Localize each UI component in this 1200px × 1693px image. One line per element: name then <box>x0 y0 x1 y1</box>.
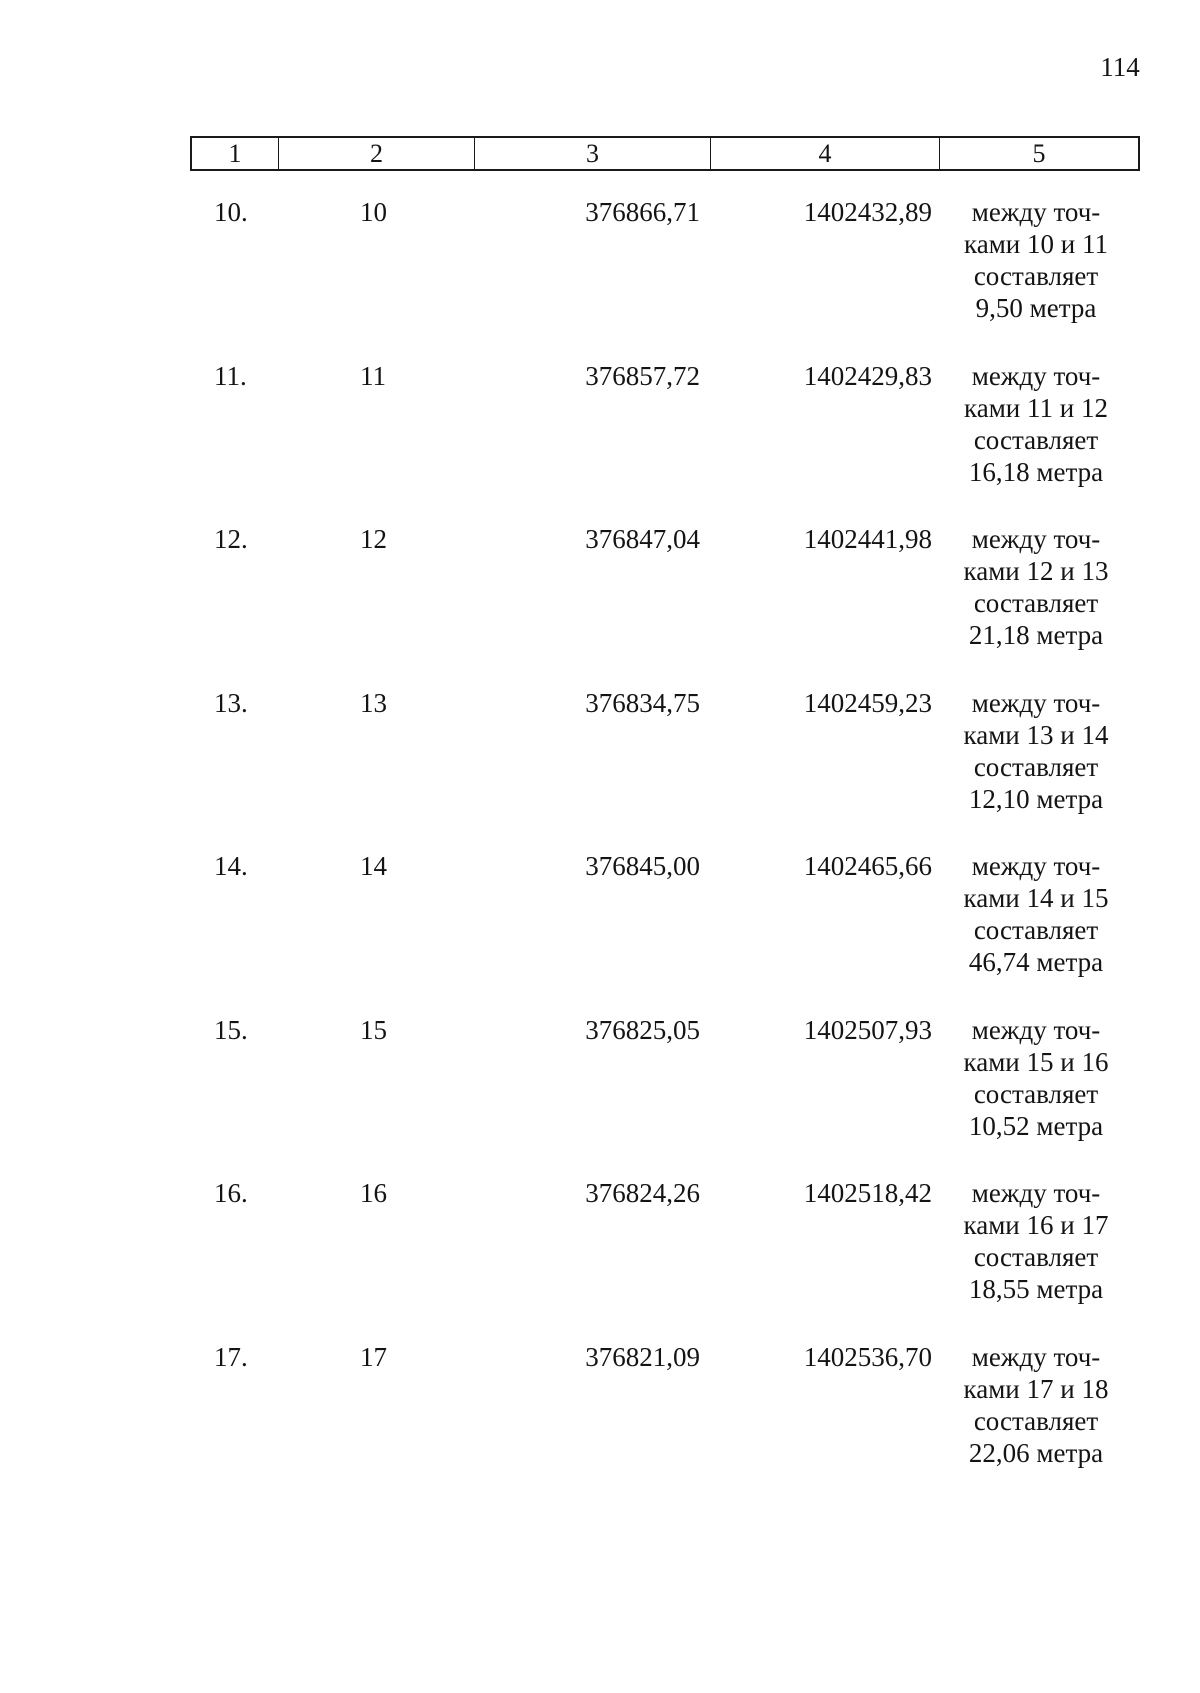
coord-y: 1402507,93 <box>803 1014 932 1045</box>
desc-line: между точ- <box>971 1014 1101 1045</box>
point-number: 12 <box>360 524 387 554</box>
desc-line: между точ- <box>971 360 1101 391</box>
coord-x: 376825,05 <box>585 1014 700 1045</box>
table-header <box>190 136 1140 171</box>
table-row <box>0 687 1200 851</box>
row-number: 17. <box>214 1341 248 1372</box>
table-body <box>0 196 1200 1504</box>
distance-description <box>948 1341 1124 1469</box>
coord-y: 1402429,83 <box>803 360 932 391</box>
distance-description <box>948 196 1124 324</box>
header-cell-4: 4 <box>711 138 940 169</box>
desc-line: ками 10 и 11 <box>964 229 1108 259</box>
point-number: 11 <box>360 360 386 391</box>
coord-y: 1402536,70 <box>803 1341 932 1372</box>
desc-line: составляет <box>973 751 1099 782</box>
desc-line: ками 16 и 17 <box>963 1210 1109 1240</box>
desc-line: 46,74 метра <box>968 947 1104 977</box>
row-number: 16. <box>214 1178 248 1208</box>
desc-line: составляет <box>973 261 1099 291</box>
distance-description <box>948 1014 1124 1142</box>
header-cell-1: 1 <box>192 138 279 169</box>
desc-line: 12,10 метра <box>968 783 1104 814</box>
row-number: 11. <box>214 360 247 391</box>
desc-line: ками 17 и 18 <box>963 1373 1109 1404</box>
desc-line: ками 15 и 16 <box>963 1046 1109 1077</box>
coord-x: 376847,04 <box>585 524 700 554</box>
coord-y: 1402465,66 <box>803 851 932 881</box>
desc-line: ками 12 и 13 <box>963 556 1109 586</box>
distance-description <box>948 523 1124 651</box>
row-number: 14. <box>214 851 248 881</box>
desc-line: 10,52 метра <box>968 1110 1104 1141</box>
table-row <box>0 1177 1200 1341</box>
header-cell-3: 3 <box>475 138 711 169</box>
desc-line: 9,50 метра <box>975 293 1097 323</box>
distance-description <box>948 687 1124 815</box>
desc-line: составляет <box>973 1242 1099 1272</box>
point-number: 15 <box>360 1014 387 1045</box>
table-row <box>0 360 1200 524</box>
coord-x: 376845,00 <box>585 851 700 881</box>
desc-line: ками 13 и 14 <box>963 719 1109 750</box>
row-number: 10. <box>214 197 248 227</box>
table-row <box>0 196 1200 360</box>
desc-line: между точ- <box>971 851 1101 881</box>
point-number: 17 <box>360 1341 387 1372</box>
table-row <box>0 850 1200 1014</box>
desc-line: 16,18 метра <box>968 456 1104 487</box>
desc-line: 18,55 метра <box>968 1274 1104 1304</box>
desc-line: между точ- <box>971 687 1101 718</box>
coord-x: 376866,71 <box>585 197 700 227</box>
table-row <box>0 523 1200 687</box>
distance-description <box>948 360 1124 488</box>
table-row <box>0 1014 1200 1178</box>
coord-y: 1402459,23 <box>803 687 932 718</box>
point-number: 10 <box>360 197 387 227</box>
desc-line: составляет <box>973 1078 1099 1109</box>
desc-line: составляет <box>973 424 1099 455</box>
header-cell-2: 2 <box>279 138 475 169</box>
desc-line: составляет <box>973 915 1099 945</box>
coord-x: 376824,26 <box>585 1178 700 1208</box>
row-number: 13. <box>214 687 248 718</box>
coord-x: 376821,09 <box>585 1341 700 1372</box>
coord-x: 376834,75 <box>585 687 700 718</box>
table-row <box>0 1341 1200 1505</box>
point-number: 14 <box>360 851 387 881</box>
desc-line: между точ- <box>971 524 1101 554</box>
desc-line: 21,18 метра <box>968 620 1104 650</box>
page-number: 114 <box>1100 52 1140 82</box>
desc-line: между точ- <box>971 197 1101 227</box>
row-number: 12. <box>214 524 248 554</box>
desc-line: составляет <box>973 1405 1099 1436</box>
row-number: 15. <box>214 1014 248 1045</box>
desc-line: между точ- <box>971 1341 1101 1372</box>
header-cell-5: 5 <box>1032 139 1046 168</box>
coord-y: 1402518,42 <box>803 1178 932 1208</box>
desc-line: ками 11 и 12 <box>964 392 1108 423</box>
desc-line: между точ- <box>971 1178 1101 1208</box>
coord-x: 376857,72 <box>585 360 700 391</box>
distance-description <box>948 850 1124 978</box>
point-number: 16 <box>360 1178 387 1208</box>
desc-line: 22,06 метра <box>968 1437 1104 1468</box>
desc-line: ками 14 и 15 <box>963 883 1109 913</box>
point-number: 13 <box>360 687 387 718</box>
coord-y: 1402441,98 <box>803 524 932 554</box>
coord-y: 1402432,89 <box>803 197 932 227</box>
desc-line: составляет <box>973 588 1099 618</box>
distance-description <box>948 1177 1124 1305</box>
